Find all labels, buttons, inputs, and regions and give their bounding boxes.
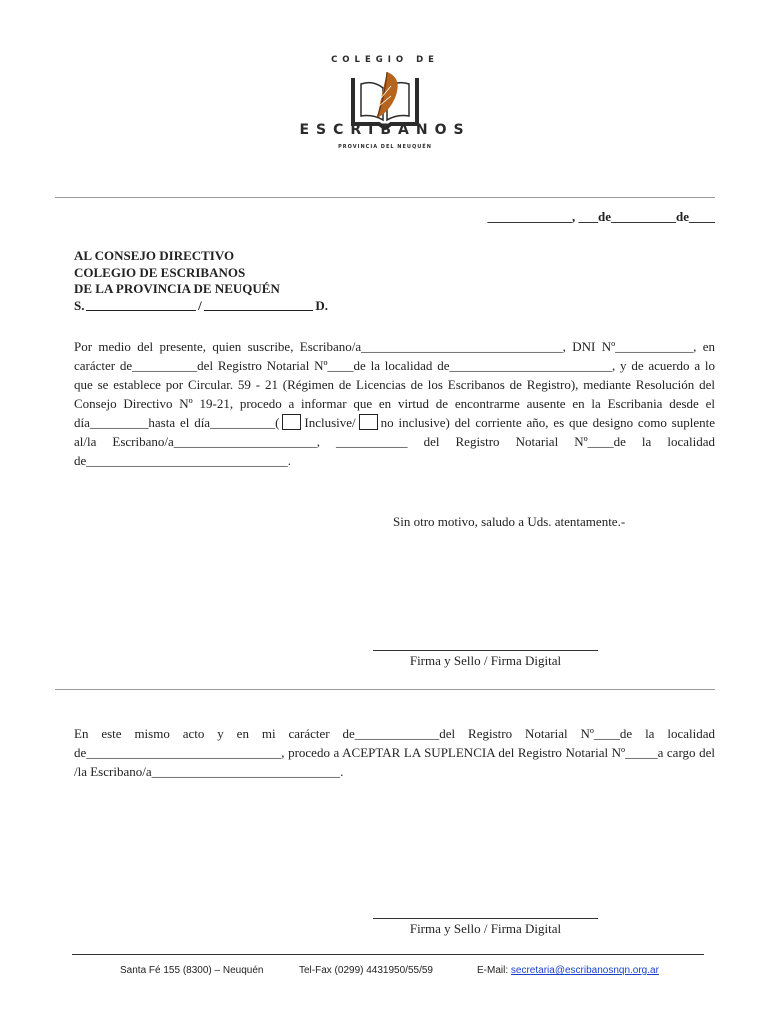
slash-label: / (198, 297, 202, 313)
d-label: D. (315, 297, 328, 313)
d-blank (204, 298, 314, 312)
email-link[interactable]: secretaria@escribanosnqn.org.ar (510, 965, 659, 976)
logo-main-text: ESCRIBANOS (299, 122, 471, 138)
date-line: _____________, ___de__________de____ (487, 209, 715, 224)
email-label: E-Mail: (477, 965, 511, 976)
logo-top-text: COLEGIO DE (331, 55, 439, 65)
closing-line: Sin otro motivo, saludo a Uds. atentamente.- (393, 514, 626, 529)
section-divider (55, 689, 715, 690)
body-paragraph-2: En este mismo acto y en mi carácter de_____________del Registro Notarial Nº____de la localidad de______________________________, procedo a ACEPTAR LA SUPLENCIA del Registro Notarial Nº_____a cargo del /la Escribano/a_____________________________. (74, 726, 715, 779)
signature-label-1: Firma y Sello / Firma Digital (409, 653, 562, 668)
no-inclusive-checkbox[interactable] (359, 414, 378, 430)
footer-telfax: Tel-Fax (0299) 4431950/55/59 (299, 965, 433, 976)
addressee-line-2: COLEGIO DE ESCRIBANOS (74, 264, 246, 280)
inclusive-label: Inclusive/ (304, 415, 356, 430)
college-logo (280, 50, 490, 160)
body-paragraph-1 (74, 337, 715, 470)
p1-text-start: Por medio del presente, quien suscribe, Escribano/a_______________________________, DNI Nº____________, en carácter de__________del Registro Notarial Nº____de la localidad de_________________________, y de acuerdo a lo que se establece por Circular. 59 - 21 (Régimen de Licencias de los Escribanos de Registro), mediante Resolución del Consejo Directivo Nº 19-21, procedo a informar que en virtud de encontrarme ausente en la Escribania desde el día_________hasta el día__________( (74, 339, 715, 430)
addressee-block (74, 248, 328, 314)
footer-email (477, 965, 659, 976)
footer-divider (72, 954, 704, 955)
s-blank (86, 298, 196, 312)
addressee-line-3: DE LA PROVINCIA DE NEUQUÉN (74, 281, 280, 296)
footer-address: Santa Fé 155 (8300) – Neuquén (120, 965, 264, 976)
logo-sub-text: PROVINCIA DEL NEUQUÉN (338, 144, 432, 150)
addressee-line-1: AL CONSEJO DIRECTIVO (74, 248, 235, 263)
quill-book-icon (347, 68, 423, 130)
addressee-sd-line (74, 298, 328, 315)
header-divider (55, 197, 715, 198)
inclusive-checkbox[interactable] (282, 414, 301, 430)
signature-line-1 (373, 650, 598, 651)
s-label: S. (74, 297, 85, 313)
signature-line-2 (373, 918, 598, 919)
p1-text-end: no inclusive) del corriente año, es que designo como suplente al/la Escribano/a______________________, ___________ del Registro Notarial Nº____de la localidad de_______________________________. (74, 415, 715, 468)
signature-label-2: Firma y Sello / Firma Digital (409, 921, 562, 936)
